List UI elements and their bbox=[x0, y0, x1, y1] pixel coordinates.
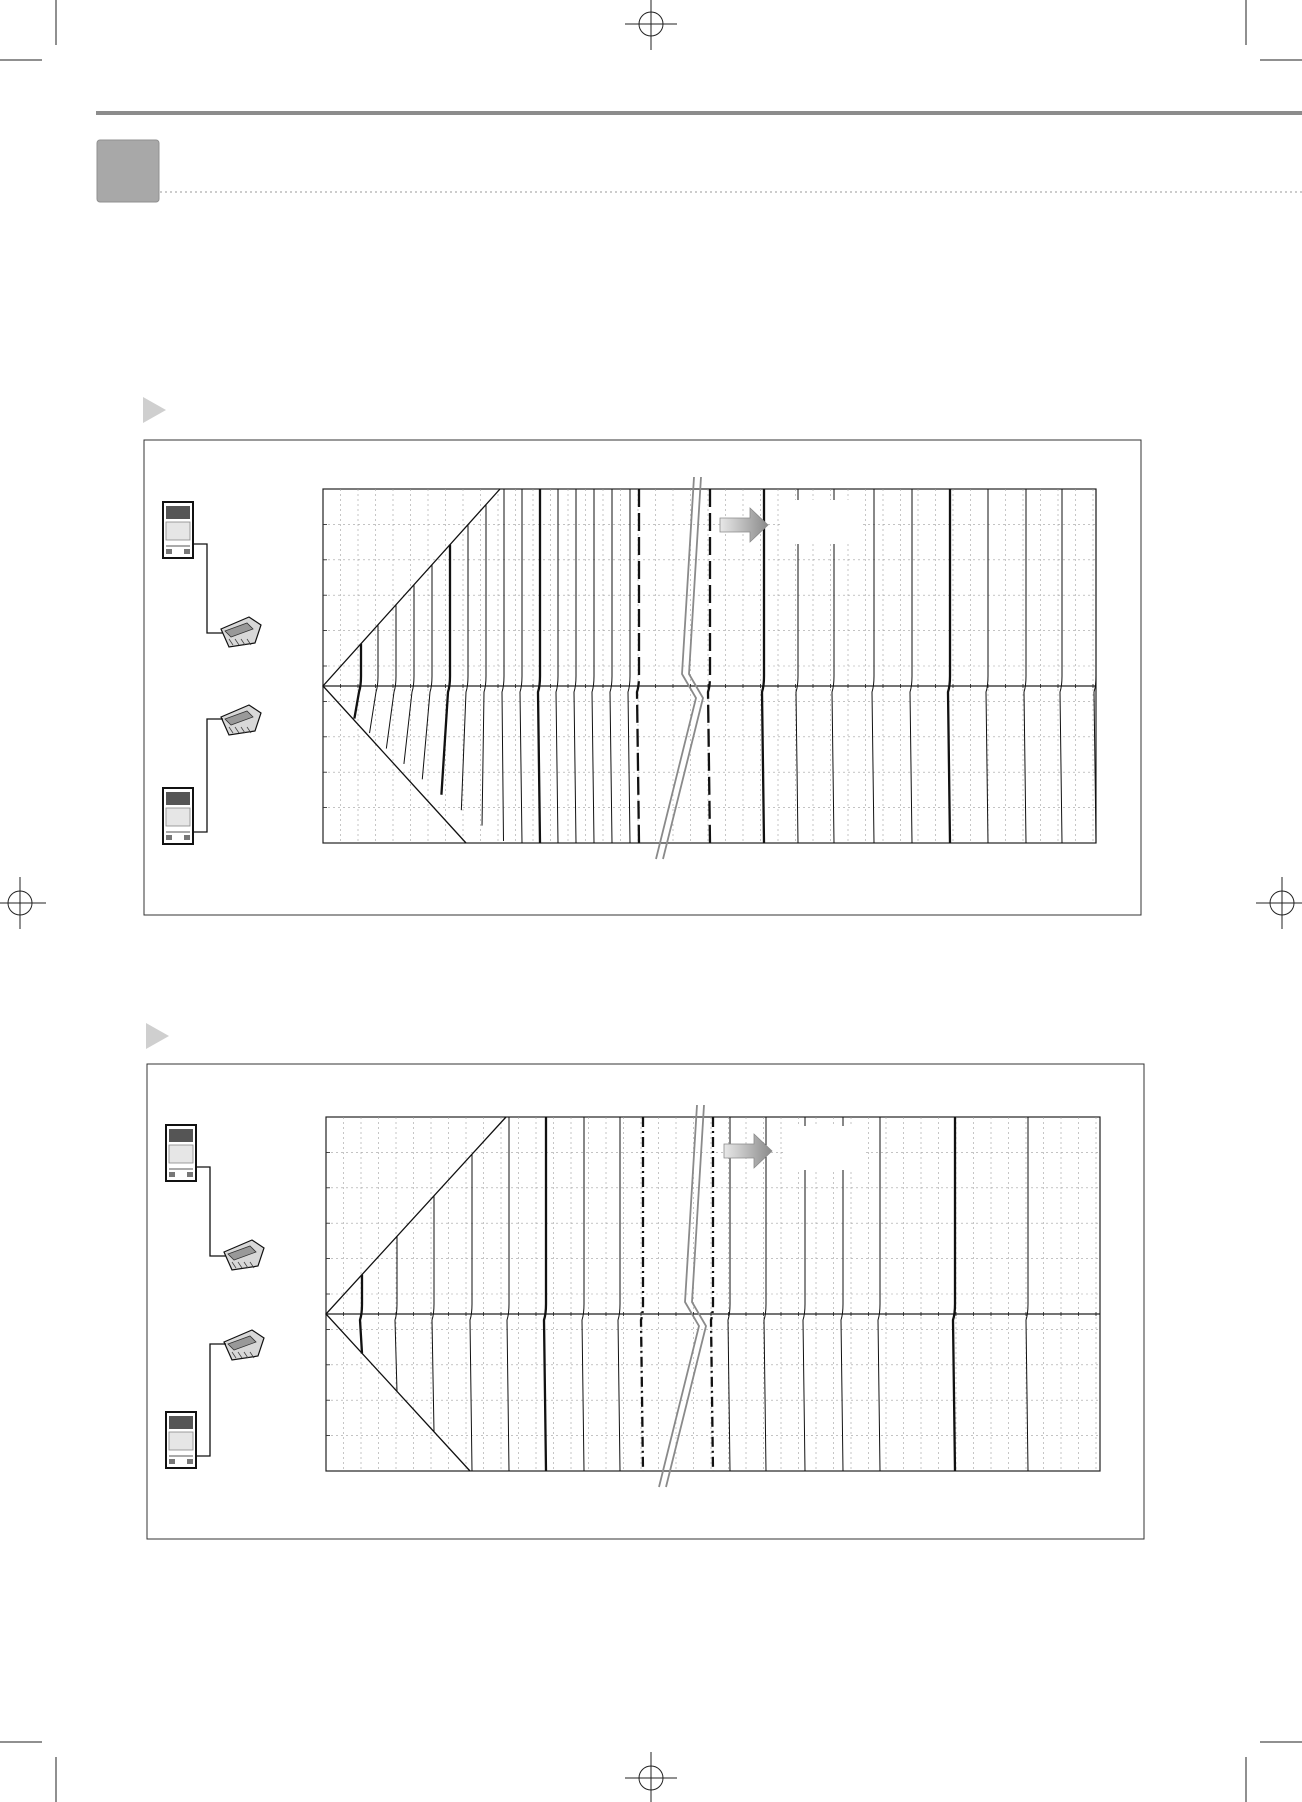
diagram-2-frame bbox=[147, 1064, 1144, 1539]
diagram-1-frame bbox=[144, 440, 1141, 915]
curve-line bbox=[482, 505, 486, 826]
curve-line bbox=[1060, 489, 1062, 843]
curve-line bbox=[762, 489, 764, 843]
refrigerant-pipe bbox=[193, 719, 223, 832]
equipment-column bbox=[166, 1125, 264, 1468]
curve-line bbox=[637, 489, 639, 843]
outdoor-unit-icon bbox=[163, 502, 193, 558]
break-mark bbox=[656, 477, 703, 859]
refrigerant-pipe bbox=[196, 1167, 226, 1256]
diagram-2 bbox=[166, 1105, 1100, 1487]
outdoor-unit-foot bbox=[184, 835, 190, 840]
outdoor-unit-icon bbox=[166, 1125, 196, 1181]
curve-line bbox=[422, 565, 432, 780]
section-2-triangle-icon bbox=[146, 1023, 169, 1049]
arrow-label-box bbox=[782, 500, 860, 544]
diagram-1 bbox=[163, 477, 1096, 859]
curve-line bbox=[370, 625, 378, 733]
outdoor-unit-panel bbox=[169, 1145, 193, 1163]
section-1-triangle-icon bbox=[143, 397, 166, 423]
curve-line bbox=[520, 489, 522, 843]
outdoor-unit-foot bbox=[169, 1459, 175, 1464]
curve-line bbox=[764, 1117, 766, 1471]
outdoor-unit-foot bbox=[166, 835, 172, 840]
curve-line bbox=[803, 1117, 805, 1471]
arrow-right-icon bbox=[724, 1134, 772, 1168]
curve-line bbox=[910, 489, 912, 843]
equipment-column bbox=[163, 502, 261, 844]
outdoor-unit-fan-grille bbox=[169, 1129, 193, 1142]
outdoor-unit-panel bbox=[169, 1432, 193, 1450]
indoor-cassette-icon bbox=[221, 617, 261, 647]
curve-line bbox=[556, 489, 558, 843]
curve-line bbox=[986, 489, 988, 843]
arrow-label-box bbox=[786, 1126, 864, 1170]
outdoor-unit-foot bbox=[187, 1172, 193, 1177]
section-number-tab bbox=[97, 140, 159, 202]
refrigerant-pipe bbox=[193, 544, 223, 633]
outdoor-unit-fan-grille bbox=[166, 792, 190, 805]
indoor-cassette-icon bbox=[221, 705, 261, 735]
indoor-cassette-icon bbox=[224, 1330, 264, 1360]
curve-line bbox=[360, 1275, 362, 1354]
registration-mark bbox=[1256, 877, 1302, 929]
outdoor-unit-foot bbox=[187, 1459, 193, 1464]
outdoor-unit-panel bbox=[166, 808, 190, 826]
outdoor-unit-fan-grille bbox=[166, 506, 190, 519]
registration-mark bbox=[625, 0, 677, 50]
outdoor-unit-icon bbox=[166, 1412, 196, 1468]
registration-mark bbox=[0, 877, 46, 929]
indoor-cassette-icon bbox=[224, 1240, 264, 1270]
curve-line bbox=[618, 1117, 620, 1471]
curve-line bbox=[610, 489, 612, 843]
curve-line bbox=[953, 1117, 955, 1471]
curve-line bbox=[544, 1117, 546, 1471]
curve-line bbox=[461, 525, 468, 811]
curve-line bbox=[386, 605, 396, 749]
arrow-right-icon bbox=[720, 508, 768, 542]
curve-line bbox=[470, 1154, 472, 1471]
break-mark bbox=[659, 1105, 706, 1487]
outdoor-unit-icon bbox=[163, 788, 193, 844]
curve-line bbox=[354, 644, 361, 719]
outdoor-unit-foot bbox=[184, 549, 190, 554]
outdoor-unit-panel bbox=[166, 522, 190, 540]
curve-line bbox=[502, 489, 504, 841]
refrigerant-pipe bbox=[196, 1344, 226, 1456]
registration-mark bbox=[625, 1752, 677, 1802]
outdoor-unit-foot bbox=[169, 1172, 175, 1177]
curve-line bbox=[878, 1117, 880, 1471]
outdoor-unit-fan-grille bbox=[169, 1416, 193, 1429]
outdoor-unit-foot bbox=[166, 549, 172, 554]
